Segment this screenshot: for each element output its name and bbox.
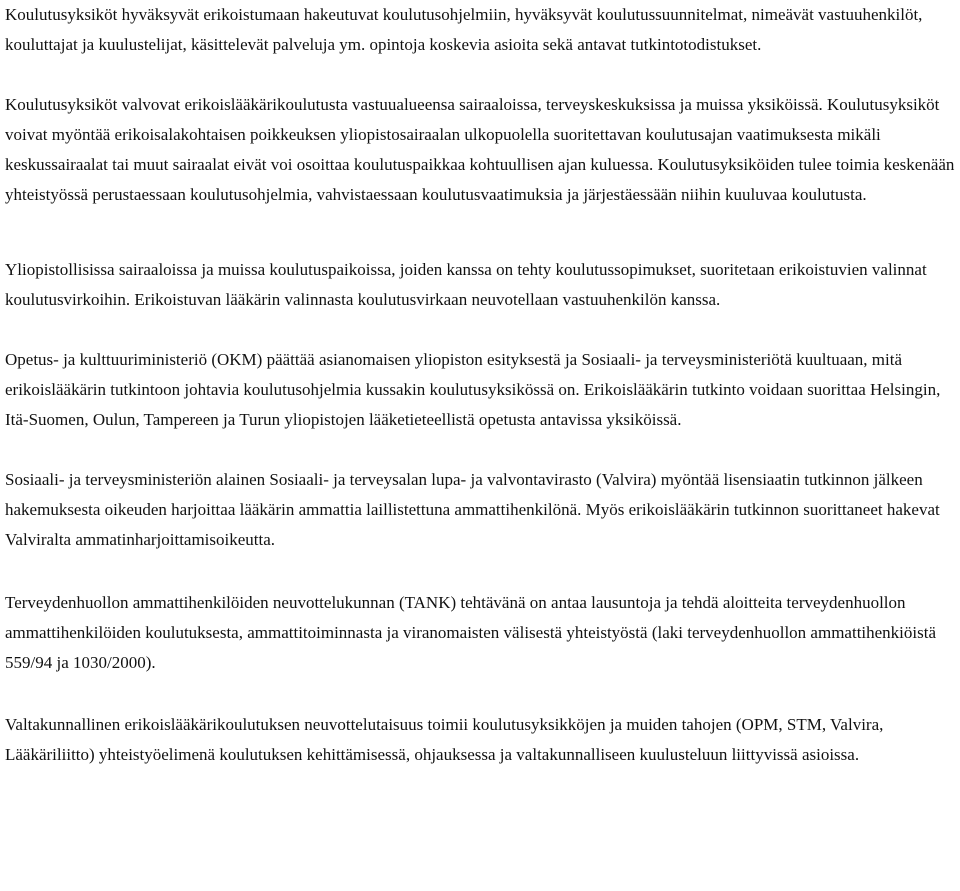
paragraph-tank-neuvottelukunta: Terveydenhuollon ammattihenkilöiden neuvottelukunnan (TANK) tehtävänä on antaa lausuntoja ja tehdä aloitteita terveydenhuollon ammattihenkilöiden koulutuksesta, ammattitoiminnasta ja viranomaisten välisestä yhteistyöstä (laki terveydenhuollon ammattihenkiöistä 559/94 ja 1030/2000). — [5, 593, 937, 672]
paragraph-koulutuksen-valvonta: Koulutusyksiköt valvovat erikoislääkärikoulutusta vastuualueensa sairaaloissa, terveyskeskuksissa ja muissa yksiköissä. Koulutusyksiköt voivat myöntää erikoisalakohtaisen poikkeuksen yliopistosairaalan ulkopuolella suoritettavan koulutusajan vaatimuksesta mikäli keskussairaalat tai muut sairaalat eivät voi osoittaa koulutuspaikkaa kohtuullisen ajan kuluessa. Koulutusyksiköiden tulee toimia keskenään yhteistyössä perustaessaan koulutusohjelmia, vahvistaessaan koulutusvaatimuksia ja järjestäessään niihin kuuluvaa koulutusta. — [5, 95, 955, 204]
paragraph-valvira-oikeudet: Sosiaali- ja terveysministeriön alainen Sosiaali- ja terveysalan lupa- ja valvontavirasto (Valvira) myöntää lisensiaatin tutkinnon jälkeen hakemuksesta oikeuden harjoittaa lääkärin ammattia laillistettuna ammattihenkilönä. Myös erikoislääkärin tutkinnon suorittaneet hakevat Valviralta ammatinharjoittamisoikeutta. — [5, 470, 940, 549]
document-body — [5, 0, 955, 770]
paragraph-valtakunnallinen-neuvottelukunta: Valtakunnallinen erikoislääkärikoulutuksen neuvottelutaisuus toimii koulutusyksikköjen ja muiden tahojen (OPM, STM, Valvira, Lääkäriliitto) yhteistyöelimenä koulutuksen kehittämisessä, ohjauksessa ja valtakunnalliseen kuulusteluun liittyvissä asioissa. — [5, 715, 884, 764]
paragraph-okm-koulutusohjelmat: Opetus- ja kulttuuriministeriö (OKM) päättää asianomaisen yliopiston esityksestä ja Sosiaali- ja terveysministeriötä kuultuaan, mitä erikoislääkärin tutkintoon johtavia koulutusohjelmia kussakin koulutusyksikössä on. Erikoislääkärin tutkinto voidaan suorittaa Helsingin, Itä-Suomen, Oulun, Tampereen ja Turun yliopistojen lääketieteellistä opetusta antavissa yksiköissä. — [5, 350, 941, 429]
paragraph-koulutusyksikot-tehtavat: Koulutusyksiköt hyväksyvät erikoistumaan hakeutuvat koulutusohjelmiin, hyväksyvät koulutussuunnitelmat, nimeävät vastuuhenkilöt, kouluttajat ja kuulustelijat, käsittelevät palveluja ym. opintoja koskevia asioita sekä antavat tutkintotodistukset. — [5, 5, 923, 54]
paragraph-valinnat-koulutusvirkoihin: Yliopistollisissa sairaaloissa ja muissa koulutuspaikoissa, joiden kanssa on tehty koulutussopimukset, suoritetaan erikoistuvien valinnat koulutusvirkoihin. Erikoistuvan lääkärin valinnasta koulutusvirkaan neuvotellaan vastuuhenkilön kanssa. — [5, 260, 927, 309]
